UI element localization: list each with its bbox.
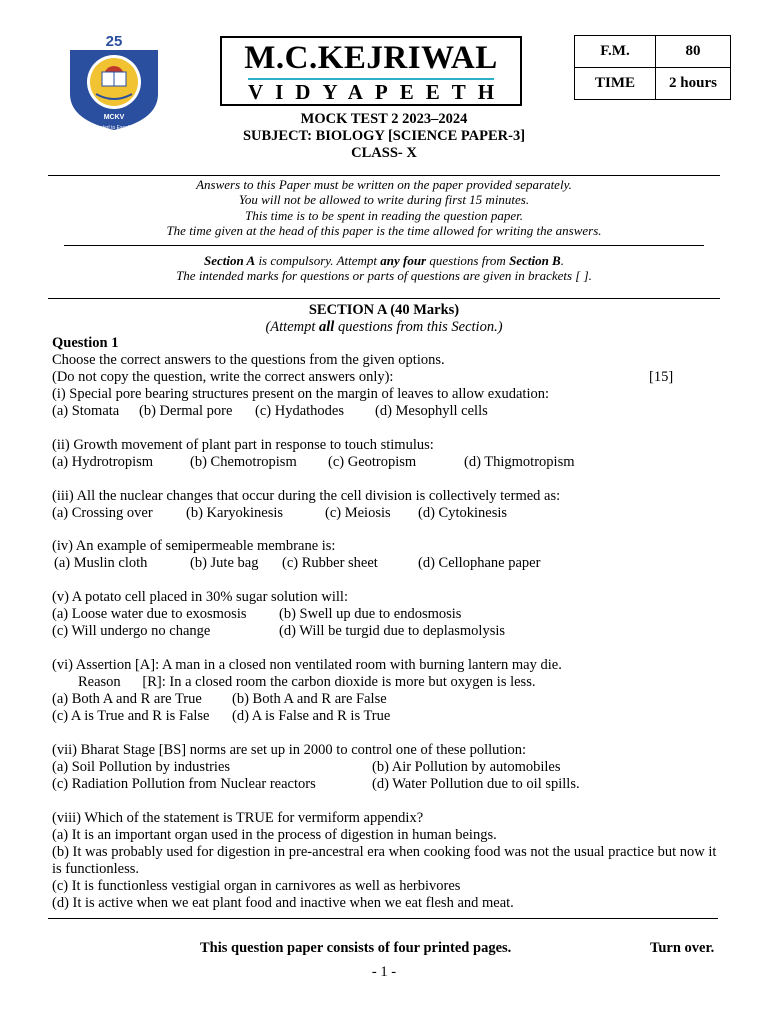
option: (d) Water Pollution due to oil spills. [372,775,580,792]
note-text: questions from [426,253,510,268]
logo-motto: Dedicated to Excellence [87,125,141,131]
option: (c) Will undergo no change [52,623,211,640]
option: (d) It is active when we eat plant food and inactive when we eat flesh and meat. [52,894,514,911]
attempt-text: questions from this Section.) [334,319,503,335]
instruction-line: This time is to be spent in reading the question paper. [245,207,523,223]
option: (a) Crossing over [52,504,153,521]
logo-number: 25 [105,33,123,50]
instruction-line: You will not be allowed to write during first 15 minutes. [238,192,530,208]
full-marks-value: 80 [656,36,731,68]
option: (b) Karyokinesis [186,504,284,521]
instruction-line: Answers to this Paper must be written on the paper provided separately. [196,177,572,192]
full-marks-label: F.M. [575,36,656,68]
option: (d) A is False and R is True [232,707,391,724]
section-note-line [0,253,768,268]
question-1 [52,335,732,912]
question-instruction: (Do not copy the question, write the correct answers only): [52,369,394,385]
options-row [52,776,732,793]
options-row [52,691,732,708]
instruction-line: The time given at the head of this paper is the time allowed for writing the answers. [166,222,602,238]
turn-over: Turn over. [650,940,715,956]
option: (b) It was probably used for digestion in pre-ancestral era when cooking food was not the usual practice but now it is functionless. [52,843,717,877]
options-row [52,623,732,640]
options-row [52,555,732,572]
instructions [0,177,768,238]
section-note [0,253,768,284]
question-item: (viii) Which of the statement is TRUE for vermiform appendix? [52,809,424,826]
class-line: CLASS- X [351,145,417,161]
subject-line: SUBJECT: BIOLOGY [SCIENCE PAPER-3] [242,128,526,144]
option: (a) Loose water due to exosmosis [52,606,247,623]
question-item: (ii) Growth movement of plant part in response to touch stimulus: [52,436,434,453]
option: (d) Cytokinesis [418,504,508,521]
option: (a) Muslin cloth [54,555,148,572]
option: (b) Chemotropism [190,453,297,470]
option: (a) Both A and R are True [52,690,202,707]
option: (d) Mesophyll cells [375,403,488,419]
school-name: M.C.KEJRIWAL [244,40,498,76]
question-item: (i) Special pore bearing structures present on the margin of leaves to allow exudation: [52,386,550,402]
options-row [52,759,732,776]
option: (a) Stomata [52,403,120,419]
logo-initials: MCKV [103,114,125,121]
option: (a) It is an important organ used in the process of digestion in human beings. [52,826,497,843]
note-text: is compulsory. Attempt [255,253,381,268]
option: (a) Hydrotropism [52,453,154,470]
section-a-ref: Section A [204,253,256,268]
marks-note: The intended marks for questions or parts of questions are given in brackets [ ]. [176,268,592,284]
option: (d) Thigmotropism [464,453,575,470]
option: (c) Meiosis [325,504,391,521]
question-reason: Reason [R]: In a closed room the carbon dioxide is more but oxygen is less. [78,673,536,690]
section-b-ref: Section B [509,253,561,268]
section-a-title: SECTION A (40 Marks) [308,302,460,318]
options-row [52,708,732,725]
school-subname: VIDYAPEETH [247,80,507,104]
option: (c) Geotropism [328,453,417,470]
option: (c) Radiation Pollution from Nuclear reactors [52,775,316,792]
question-item: (vii) Bharat Stage [BS] norms are set up in 2000 to control one of these pollution: [52,741,526,758]
option: (c) It is functionless vestigial organ in carnivores as well as herbivores [52,877,461,894]
question-marks: [15] [649,369,674,385]
option: (c) Rubber sheet [282,555,378,572]
section-a-instruction [0,319,768,336]
any-four: any four [380,253,427,268]
divider [48,175,720,176]
question-item: (iv) An example of semipermeable membrane is: [52,538,336,555]
question-intro-2 [52,369,732,386]
attempt-text: (Attempt [265,319,320,335]
option: (b) Swell up due to endosmosis [279,606,462,623]
question-title: Question 1 [52,335,119,351]
options-row [52,606,732,623]
option: (c) Hydathodes [255,403,344,419]
option: (b) Dermal pore [139,403,233,419]
options-row [52,454,732,471]
question-intro: Choose the correct answers to the questions from the given options. [52,352,445,368]
question-item: (vi) Assertion [A]: A man in a closed non ventilated room with burning lantern may die. [52,656,562,673]
school-title-box [220,36,522,106]
divider [48,918,718,919]
option: (c) A is True and R is False [52,707,210,724]
page-count-note: This question paper consists of four printed pages. [200,940,512,956]
page-number: - 1 - [371,964,397,980]
divider [48,298,720,299]
question-item: (iii) All the nuclear changes that occur during the cell division is collectively termed as: [52,487,561,504]
option: (b) Both A and R are False [232,690,387,707]
option: (b) Air Pollution by automobiles [372,758,561,775]
option: (d) Cellophane paper [418,555,541,572]
attempt-all: all [319,319,335,335]
test-name: MOCK TEST 2 2023–2024 [300,111,468,127]
marks-time-table [574,35,731,100]
option: (b) Jute bag [190,555,259,572]
options-row [52,403,732,420]
note-text: . [560,253,564,268]
option: (d) Will be turgid due to deplasmolysis [279,623,506,640]
time-value: 2 hours [656,68,731,100]
divider [64,245,704,246]
options-row [52,505,732,522]
option: (a) Soil Pollution by industries [52,758,231,775]
question-item: (v) A potato cell placed in 30% sugar solution will: [52,589,348,606]
time-label: TIME [575,68,656,100]
